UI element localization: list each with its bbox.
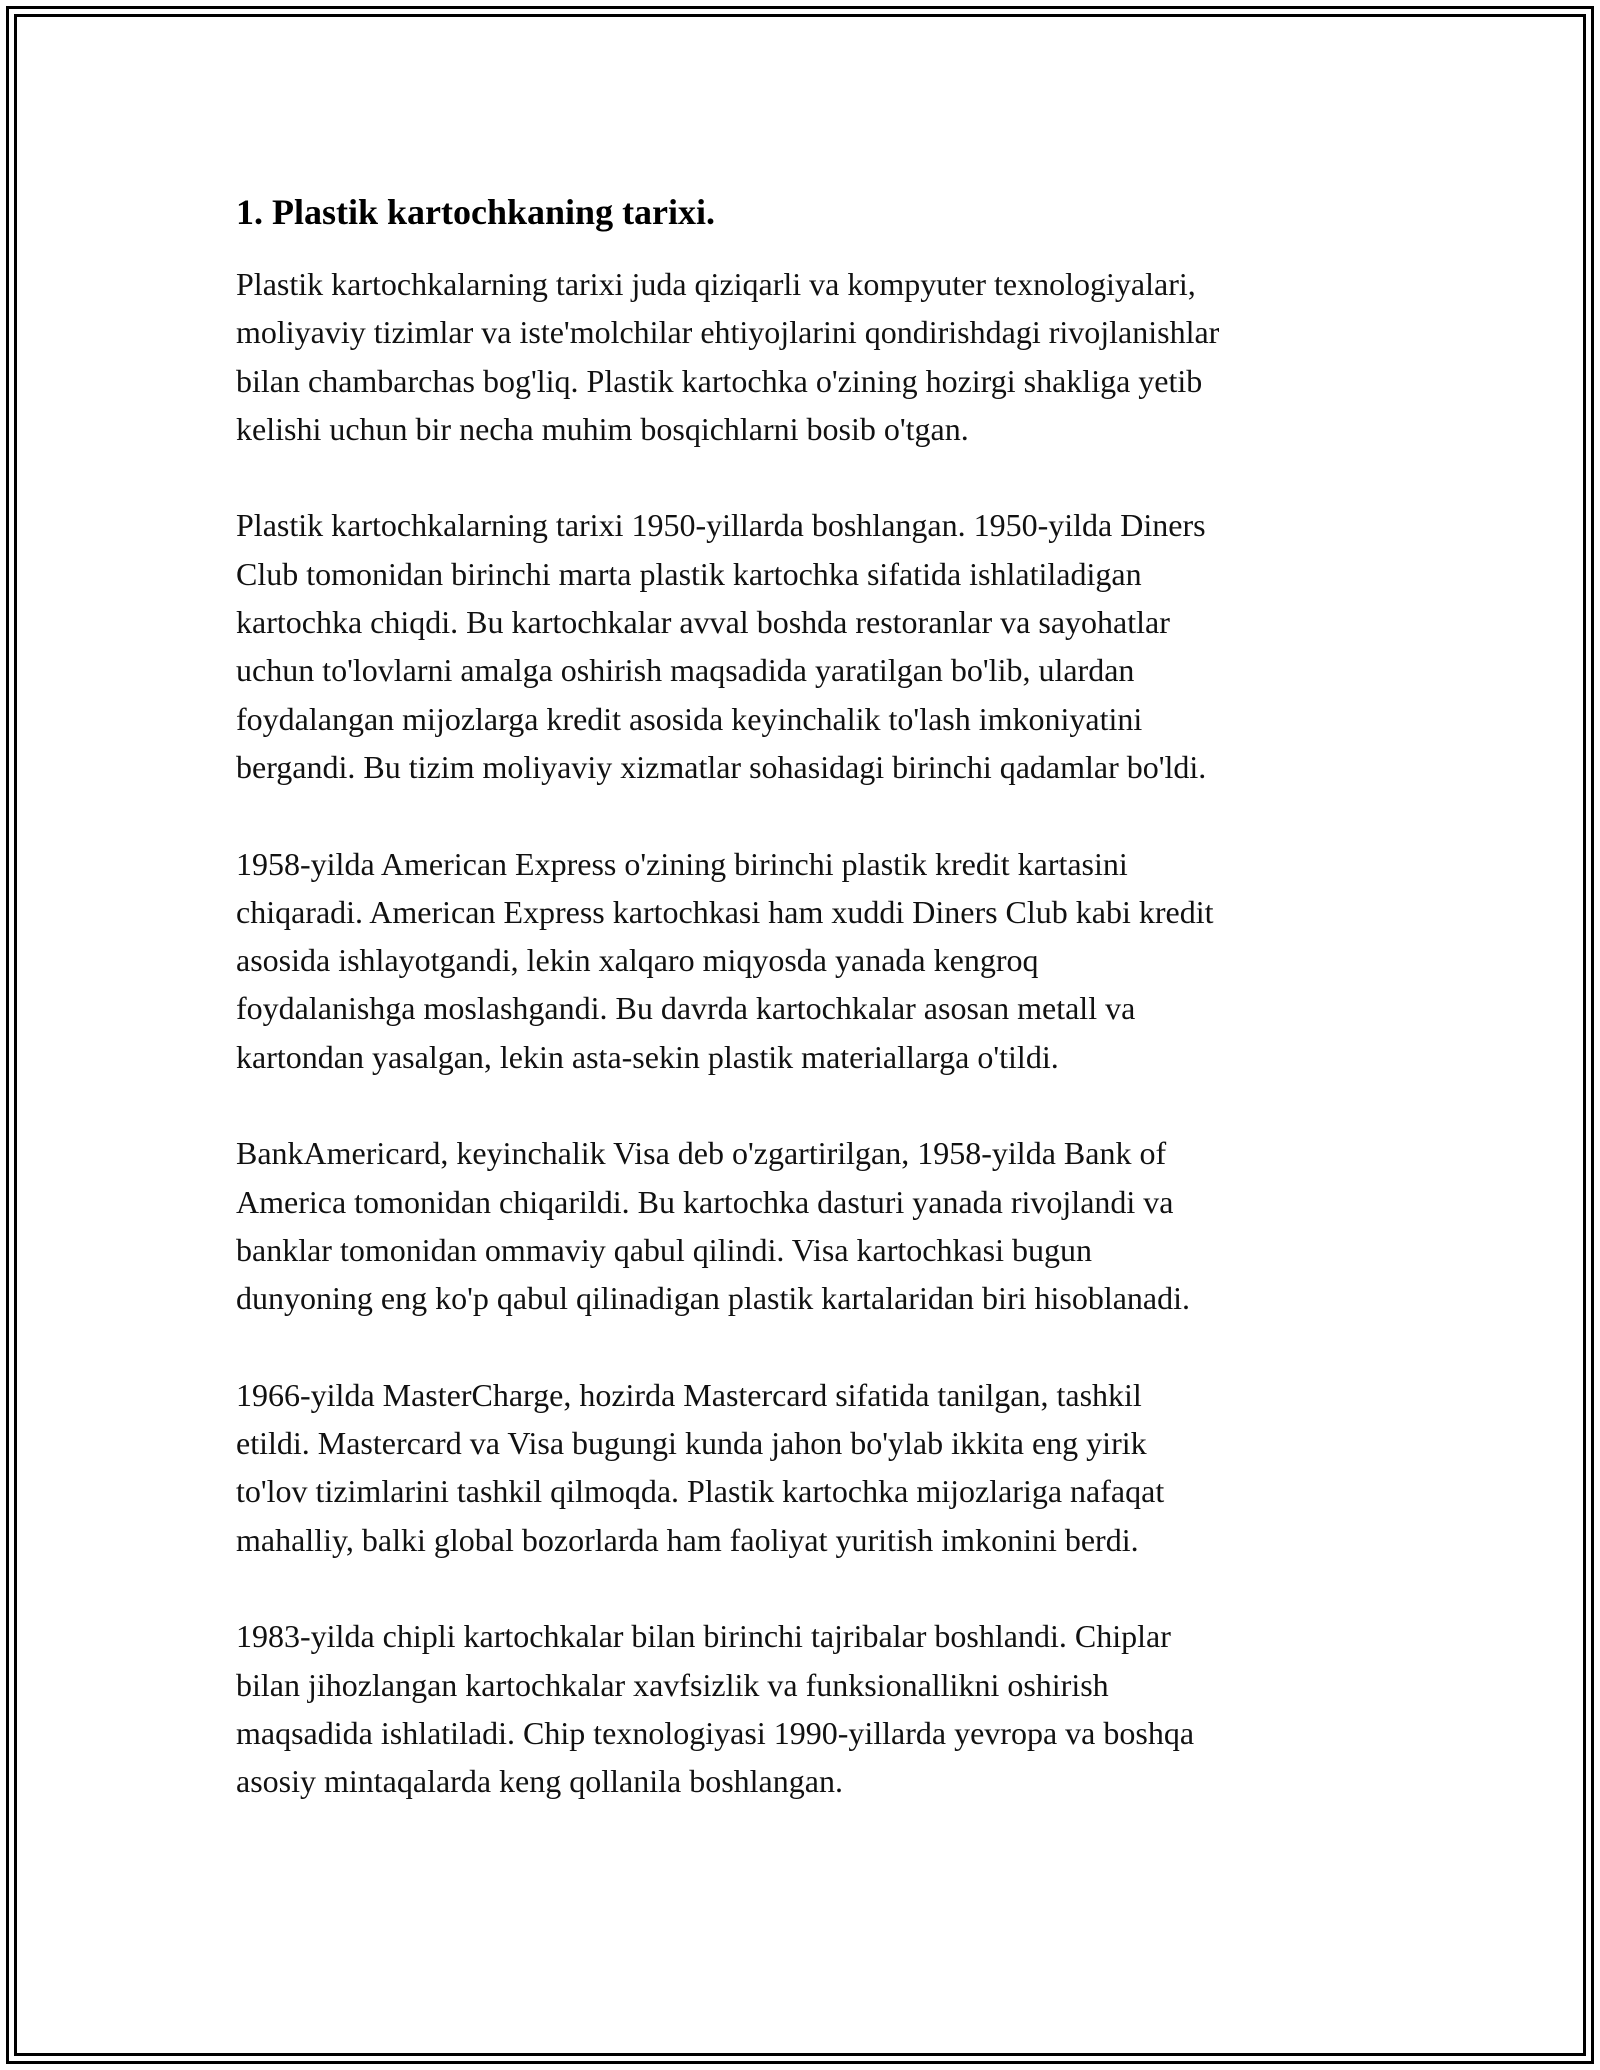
paragraph-mastercharge: 1966-yilda MasterCharge, hozirda Mastercard sifatida tanilgan, tashkil etildi. Mastercard va Visa bugungi kunda jahon bo'ylab ikkita eng yirik to'lov tizimlarini tashkil qilmoqda. Plastik kartochka mijozlariga nafaqat mahalliy, balki global bozorlarda ham faoliyat yuritish imkonini berdi. [236,1376,1165,1558]
paragraph-diners-club: Plastik kartochkalarning tarixi 1950-yillarda boshlangan. 1950-yilda Diners Club tomonidan birinchi marta plastik kartochka sifatida ishlatiladigan kartochka chiqdi. Bu kartochkalar avval boshda restoranlar va sayohatlar uchun to'lovlarni amalga oshirish maqsadida yaratilgan bo'lib, ulardan foydalangan mijozlarga kredit asosida keyinchalik to'lash imkoniyatini bergandi. Bu tizim moliyaviy xizmatlar sohasidagi birinchi qadamlar bo'ldi. [236,507,1207,785]
paragraph-chip-cards: 1983-yilda chipli kartochkalar bilan birinchi tajribalar boshlandi. Chiplar bilan jihozlangan kartochkalar xavfsizlik va funksionallikni oshirish maqsadida ishlatiladi. Chip texnologiyasi 1990-yillarda yevropa va boshqa asosiy mintaqalarda keng qollanila boshlangan. [236,1618,1195,1800]
paragraph-american-express: 1958-yilda American Express o'zining birinchi plastik kredit kartasini chiqaradi. American Express kartochkasi ham xuddi Diners Club kabi kredit asosida ishlayotgandi, lekin xalqaro miqyosda yanada kengroq foydalanishga moslashgandi. Bu davrda kartochkalar asosan metall va kartondan yasalgan, lekin asta-sekin plastik materiallarga o'tildi. [236,845,1214,1075]
paragraph-bankamericard: BankAmericard, keyinchalik Visa deb o'zgartirilgan, 1958-yilda Bank of America tomonidan chiqarildi. Bu kartochka dasturi yanada rivojlandi va banklar tomonidan ommaviy qabul qilindi. Visa kartochkasi bugun dunyoning eng ko'p qabul qilinadigan plastik kartalaridan biri hisoblanadi. [236,1135,1191,1317]
document-title: 1. Plastik kartochkaning tarixi. [236,192,716,232]
document-page [236,188,1386,1854]
paragraph-intro: Plastik kartochkalarning tarixi juda qiziqarli va kompyuter texnologiyalari, moliyaviy tizimlar va iste'molchilar ehtiyojlarini qondirishdagi rivojlanishlar bilan chambarchas bog'liq. Plastik kartochka o'zining hozirgi shakliga yetib kelishi uchun bir necha muhim bosqichlarni bosib o'tgan. [236,266,1220,447]
